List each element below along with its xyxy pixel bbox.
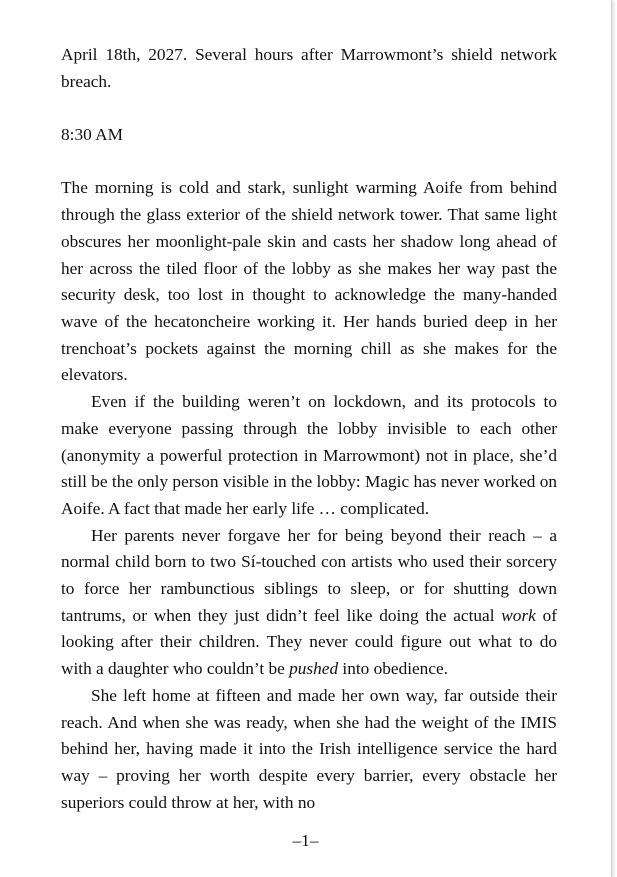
date-line: April 18th, 2027. Several hours after Marrowmont’s shield network breach.	[61, 45, 557, 91]
page-body	[61, 42, 557, 816]
page-number: –1–	[292, 831, 319, 850]
time-line: 8:30 AM	[61, 125, 123, 145]
emphasis-text: pushed	[289, 659, 339, 679]
paragraph-text: Her parents never forgave her for being beyond their reach – a normal child born to two Sí-touched con artists who used their sorcery to force her rambunctious siblings to sleep, or for shutting down tantrums, or when they just didn’t feel like doing the actual	[61, 525, 557, 625]
paragraph	[61, 523, 557, 683]
paragraph-text: of looking after their children. They never could figure out what to do with a daughter who couldn’t be	[61, 605, 558, 679]
paragraph-text: into obedience.	[338, 659, 448, 679]
paragraph: She left home at fifteen and made her own way, far outside their reach. And when she was ready, when she had the weight of the IMIS behind her, having made it into the Irish intelligence service the hard way – proving her worth despite every barrier, every obstacle her superiors could throw at her, with no	[61, 685, 557, 812]
paragraph: Even if the building weren’t on lockdown, and its protocols to make everyone passing through the lobby invisible to each other (anonymity a powerful protection in Marrowmont) not in place, she’d still be the only person visible in the lobby: Magic has never worked on Aoife. A fact that made her early life … complicated.	[61, 392, 557, 518]
emphasis-text: work	[501, 605, 536, 625]
paragraph: The morning is cold and stark, sunlight warming Aoife from behind through the glass exterior of the shield network tower. That same light obscures her moonlight-pale skin and casts her shadow long ahead of her across the tiled floor of the lobby as she makes her way past the security desk, too lost in thought to acknowledge the many-handed wave of the hecatoncheire working it. Her hands buried deep in her trenchoat’s pockets against the morning chill as she makes for the elevators.	[61, 178, 557, 385]
